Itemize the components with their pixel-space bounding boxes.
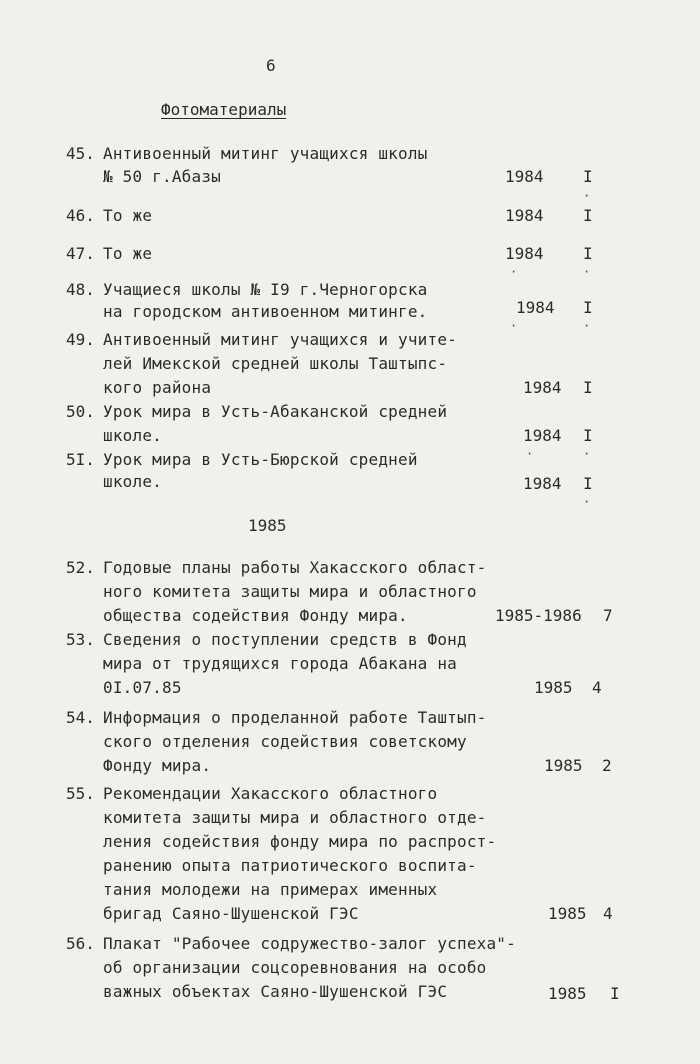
entry-year: 1984 [523,474,562,493]
entry-line: То же [103,244,153,263]
entry-line: тания молодежи на примерах именных [103,880,438,899]
entry-line: кого района [103,378,212,397]
entry-count: I [583,206,593,225]
entry-year: 1984 [505,167,544,186]
entry-line: ного комитета защиты мира и областного [103,582,477,601]
entry-year: 1985-1986 [495,606,582,625]
entry-year: 1985 [548,904,587,923]
entry-line: Рекомендации Хакасского областного [103,784,438,803]
entry-line: Урок мира в Усть-Абаканской средней [103,402,448,421]
entry-count: 2 [602,756,612,775]
section-title: Фотоматериалы [161,100,287,119]
entry-number: 50. [66,402,95,421]
entry-year: 1984 [505,244,544,263]
tick-mark: · [583,189,591,203]
tick-mark: · [583,319,591,333]
entry-number: 47. [66,244,95,263]
entry-line: Фонду мира. [103,756,212,775]
entry-number: 56. [66,934,95,953]
tick-mark: · [583,265,591,279]
entry-line: школе. [103,426,162,445]
entry-line: ранению опыта патриотического воспита- [103,856,477,875]
entry-line: Антивоенный митинг учащихся и учите- [103,330,457,349]
entry-number: 55. [66,784,95,803]
entry-number: 53. [66,630,95,649]
entry-year: 1984 [505,206,544,225]
entry-count: I [583,474,593,493]
entry-line: мира от трудящихся города Абакана на [103,654,457,673]
entry-year: 1985 [544,756,583,775]
entry-year: 1984 [523,426,562,445]
entry-count: I [583,378,593,397]
entry-line: Урок мира в Усть-Бюрской средней [103,450,418,469]
entry-line: школе. [103,472,162,491]
entry-line: То же [103,206,153,225]
entry-line: Сведения о поступлении средств в Фонд [103,630,467,649]
entry-year: 1984 [523,378,562,397]
entry-count: I [583,244,593,263]
year-heading: 1985 [248,516,287,535]
entry-count: I [583,426,593,445]
entry-line: на городском антивоенном митинге. [103,302,428,321]
entry-count: I [610,984,620,1003]
entry-line: лей Имекской средней школы Таштыпс- [103,354,448,373]
entry-year: 1985 [534,678,573,697]
entry-line: 0I.07.85 [103,678,182,697]
tick-mark: · [583,495,591,509]
entry-count: I [583,167,593,186]
entry-line: ления содействия фонду мира по распрост- [103,832,497,851]
entry-line: Информация о проделанной работе Таштып- [103,708,487,727]
entry-year: 1984 [516,298,555,317]
entry-count: 7 [603,606,613,625]
entry-count: 4 [603,904,613,923]
entry-line: Плакат "Рабочее содружество-залог успеха"- [103,934,516,953]
entry-line: Антивоенный митинг учащихся школы [103,144,428,163]
entry-number: 5I. [66,450,95,469]
entry-number: 45. [66,144,95,163]
entry-line: комитета защиты мира и областного отде- [103,808,487,827]
tick-mark: · [526,447,534,461]
entry-line: № 50 г.Абазы [103,167,221,186]
entry-line: ского отделения содействия советскому [103,732,467,751]
entry-year: 1985 [548,984,587,1003]
entry-line: Учащиеся школы № I9 г.Черногорска [103,280,428,299]
entry-line: бригад Саяно-Шушенской ГЭС [103,904,359,923]
entry-line: общества содействия Фонду мира. [103,606,408,625]
tick-mark: · [510,265,518,279]
entry-number: 49. [66,330,95,349]
entry-number: 54. [66,708,95,727]
entry-line: важных объектах Саяно-Шушенской ГЭС [103,982,448,1001]
page-number: 6 [266,56,276,75]
tick-mark: · [583,447,591,461]
entry-number: 48. [66,280,95,299]
tick-mark: · [510,319,518,333]
entry-number: 46. [66,206,95,225]
entry-line: об организации соцсоревнования на особо [103,958,487,977]
entry-number: 52. [66,558,95,577]
entry-count: 4 [592,678,602,697]
entry-line: Годовые планы работы Хакасского област- [103,558,487,577]
entry-count: I [583,298,593,317]
